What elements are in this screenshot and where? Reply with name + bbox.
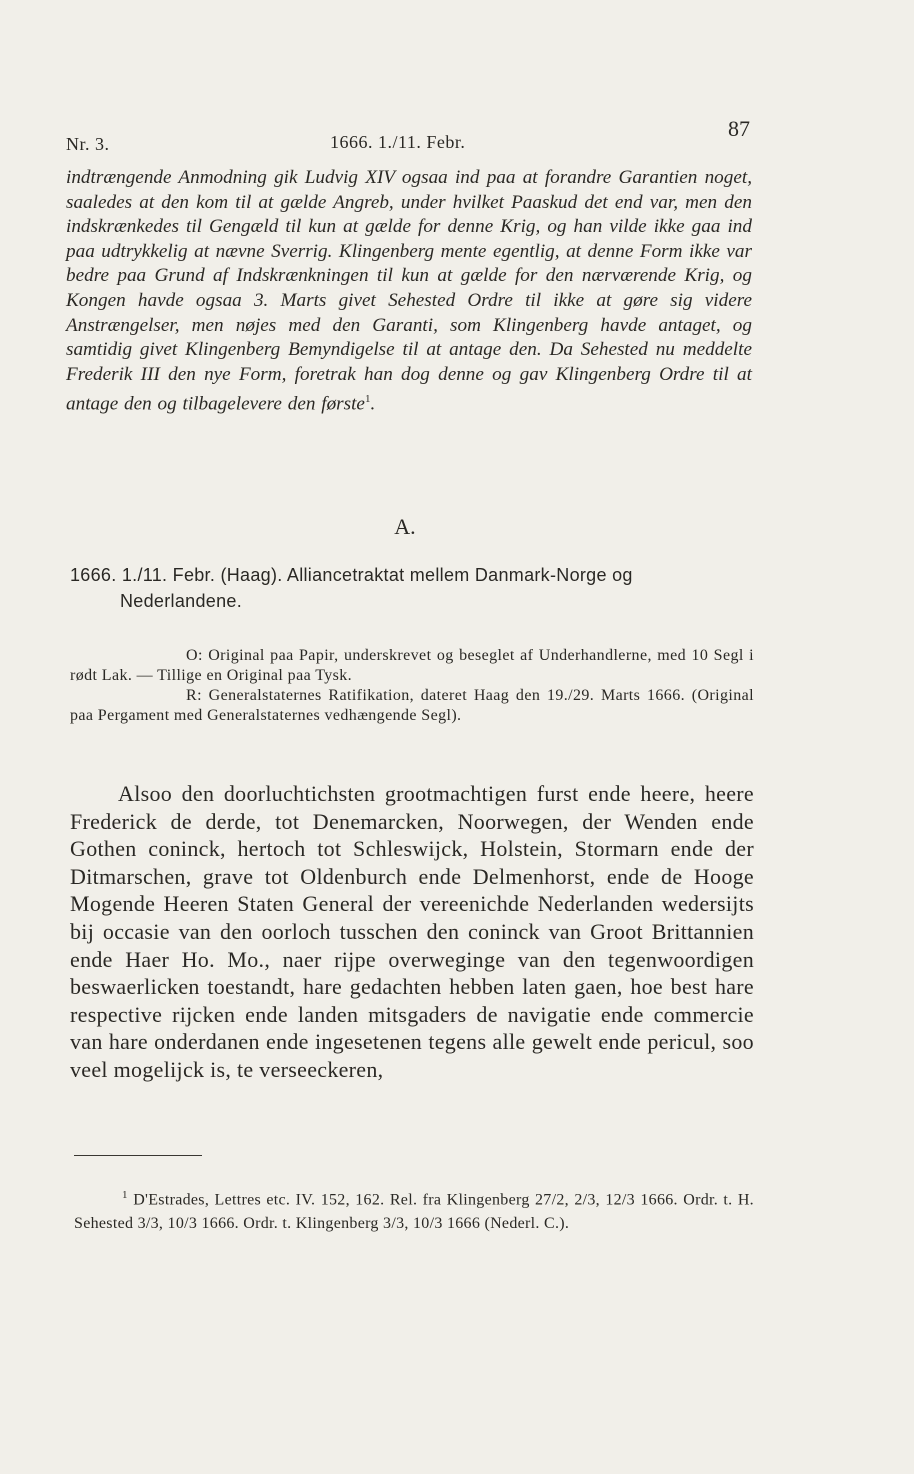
footnote-marker: 1 (122, 1189, 128, 1201)
page-number: 87 (728, 116, 750, 141)
document-heading-line1: 1666. 1./11. Febr. (Haag). Alliancetraktat mellem Danmark-Norge og (70, 565, 633, 585)
section-letter: A. (394, 514, 416, 539)
document-heading (70, 562, 754, 614)
footnote (74, 1184, 754, 1235)
header-date: 1666. 1./11. Febr. (330, 132, 466, 152)
intro-text: indtrængende Anmodning gik Ludvig XIV ogsaa ind paa at forandre Garantien noget, saaledes at den kom til at gælde Angreb, under hvilket Paaskud det end var, men den indskrænkedes til Gengæld til kun at gælde for denne Krig, og han vilde ikke gaa ind paa udtrykkelig at nævne Sverrig. Klingenberg mente egentlig, at denne Form ikke var bedre paa Grund af Indskrænkningen til kun at gælde for den nærværende Krig, og Kongen havde ogsaa 3. Marts givet Sehested Ordre til ikke at gøre sig videre Anstrængelser, men nøjes med den Garanti, som Klingenberg havde antaget, og samtidig givet Klingenberg Bemyndigelse til at antage den. Da Sehested nu meddelte Frederik III den nye Form, foretrak han dog denne og gav Klingenberg Ordre til at antage den og tilbagelevere den første (66, 167, 752, 415)
footnote-text-4: 1666 (Nederl. C.). (442, 1214, 570, 1232)
source-note-original: O: Original paa Papir, underskrevet og beseglet af Underhandlerne, med 10 Segl i rødt Lak. — Tillige en Original paa Tysk. (70, 647, 754, 684)
intro-paragraph (66, 166, 752, 417)
footnote-fraction-2: 3/3, 10/3 (137, 1214, 198, 1232)
footnote-text-3: 1666. Ordr. t. Klingenberg (197, 1214, 384, 1232)
footnote-fraction-1: 27/2, 2/3, 12/3 (535, 1191, 635, 1209)
document-heading-line2: Nederlandene. (120, 591, 242, 611)
header-issue-number: Nr. 3. (66, 134, 110, 154)
footnote-fraction-3: 3/3, 10/3 (383, 1214, 443, 1232)
footnote-text-1: D'Estrades, Lettres etc. IV. 152, 162. Rel. fra Klingenberg (133, 1191, 535, 1209)
footnote-reference: 1 (364, 393, 371, 406)
footnote-text-2: 1666. Ordr. t. H. Sehested (74, 1191, 754, 1232)
footnote-divider (74, 1155, 202, 1156)
page-header (66, 116, 750, 156)
intro-end: . (370, 393, 376, 415)
source-note-ratification: R: Generalstaternes Ratifikation, dateret Haag den 19./29. Marts 1666. (Original paa Pergament med Generalstaternes vedhængende Segl). (70, 687, 754, 724)
treaty-text: Alsoo den doorluchtichsten grootmachtigen furst ende heere, heere Frederick de derde, tot Denemarcken, Noorwegen, der Wenden ende Gothen coninck, hertoch tot Schleswijck, Holstein, Stormarn ende der Ditmarschen, grave tot Oldenburch ende Delmenhorst, ende de Hooge Mogende Heeren Staten General der vereenichde Nederlanden wedersijts bij occasie van den oorloch tusschen den coninck van Groot Brittannien ende Haer Ho. Mo., naer rijpe overweginge van den tegenwoordigen beswaerlicken toestandt, hare gedachten hebben laten gaen, hoe best hare respective rijcken ende landen mitsgaders de navigatie ende commercie van hare onderdanen ende ingesetenen tegens alle gewelt ende pericul, soo veel mogelijck is, te verseeckeren, (70, 781, 754, 1082)
source-notes (70, 646, 754, 726)
